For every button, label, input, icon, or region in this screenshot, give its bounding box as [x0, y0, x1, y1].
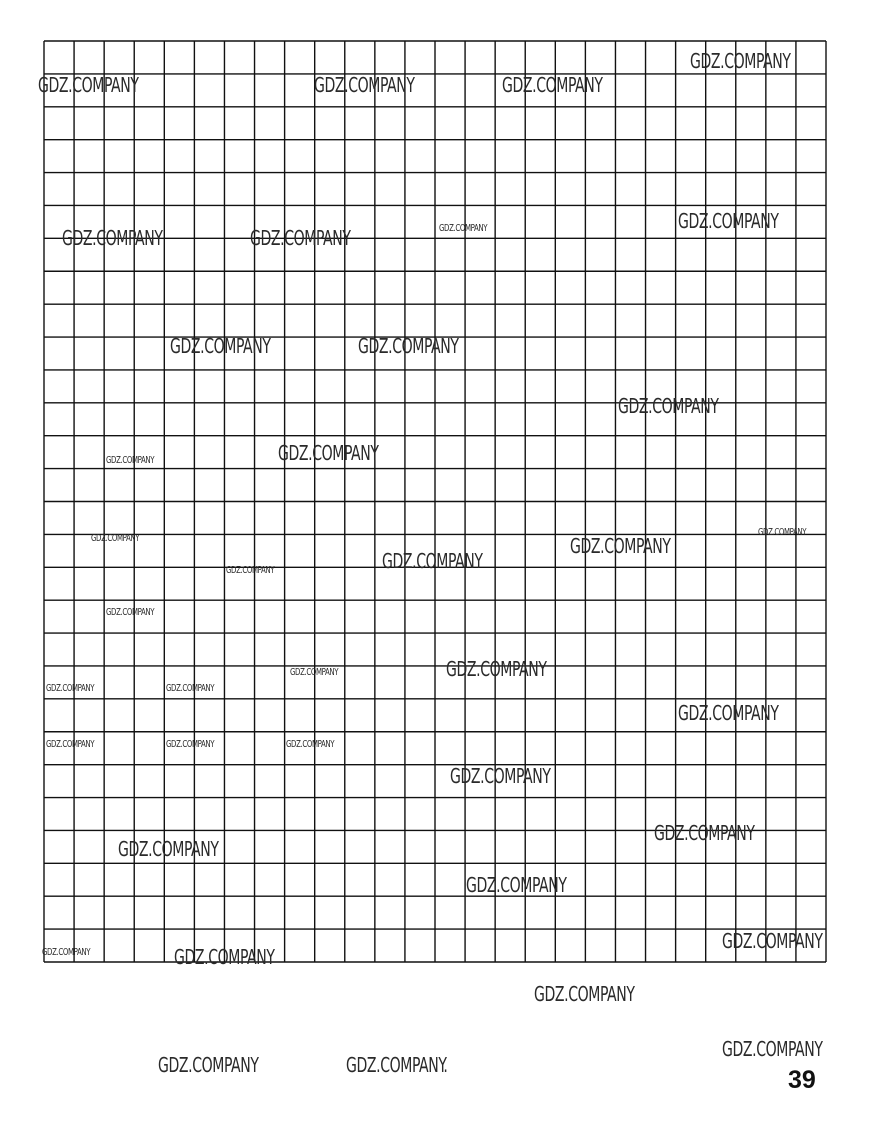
watermark-text: GDZ.COMPANY	[286, 739, 335, 750]
watermark-text: GDZ.COMPANY	[534, 982, 635, 1006]
watermark-text: GDZ.COMPANY	[62, 226, 163, 250]
watermark-text: GDZ.COMPANY	[278, 441, 379, 465]
watermark-text: GDZ.COMPANY	[106, 607, 155, 618]
watermark-text: GDZ.COMPANY	[466, 873, 567, 897]
watermark-text: GDZ.COMPANY	[678, 701, 779, 725]
watermark-text: GDZ.COMPANY	[654, 821, 755, 845]
watermark-text: GDZ.COMPANY	[450, 764, 551, 788]
watermark-text: GDZ.COMPANY	[314, 73, 415, 97]
watermark-text: GDZ.COMPANY	[46, 683, 95, 694]
watermark-text: GDZ.COMPANY	[250, 226, 351, 250]
watermark-text: GDZ.COMPANY	[42, 947, 91, 958]
watermark-text: GDZ.COMPANY	[446, 657, 547, 681]
watermark-text: GDZ.COMPANY.	[346, 1053, 448, 1077]
watermark-text: GDZ.COMPANY	[118, 837, 219, 861]
page-number: 39	[788, 1066, 816, 1094]
watermark-text: GDZ.COMPANY	[722, 1037, 823, 1061]
watermark-text: GDZ.COMPANY	[46, 739, 95, 750]
watermark-text: GDZ.COMPANY	[502, 73, 603, 97]
watermark-text: GDZ.COMPANY	[226, 565, 275, 576]
watermark-text: GDZ.COMPANY	[38, 73, 139, 97]
watermark-text: GDZ.COMPANY	[166, 683, 215, 694]
watermark-text: GDZ.COMPANY	[439, 223, 488, 234]
watermark-text: GDZ.COMPANY	[758, 527, 807, 538]
watermark-text: GDZ.COMPANY	[358, 334, 459, 358]
watermark-text: GDZ.COMPANY	[690, 49, 791, 73]
watermark-text: GDZ.COMPANY	[618, 394, 719, 418]
watermark-text: GDZ.COMPANY	[382, 549, 483, 573]
watermark-text: GDZ.COMPANY	[678, 209, 779, 233]
watermark-text: GDZ.COMPANY	[91, 533, 140, 544]
watermark-text: GDZ.COMPANY	[158, 1053, 259, 1077]
watermark-text: GDZ.COMPANY	[570, 534, 671, 558]
watermark-text: GDZ.COMPANY	[170, 334, 271, 358]
watermark-text: GDZ.COMPANY	[722, 929, 823, 953]
watermark-text: GDZ.COMPANY	[290, 667, 339, 678]
watermark-text: GDZ.COMPANY	[166, 739, 215, 750]
watermark-text: GDZ.COMPANY	[106, 455, 155, 466]
watermark-text: GDZ.COMPANY	[174, 945, 275, 969]
